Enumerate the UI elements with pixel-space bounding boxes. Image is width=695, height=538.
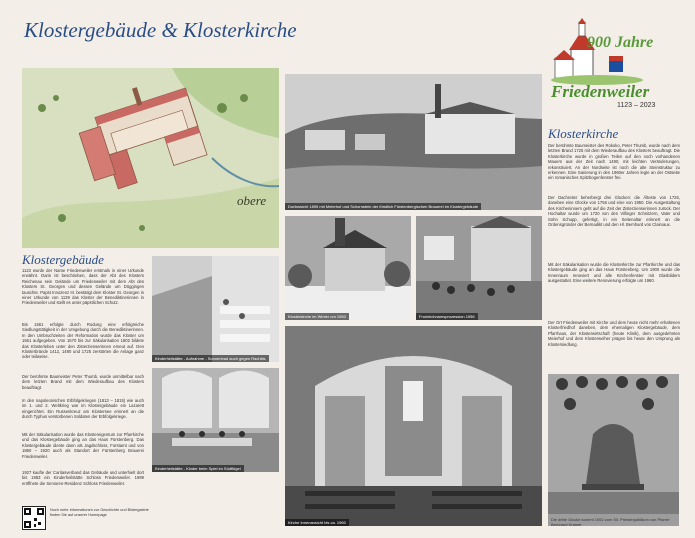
historic-map bbox=[22, 68, 279, 248]
bell-photo bbox=[548, 374, 679, 526]
klostergebaeude-para-3: Der berühmte Baumeister Peter Thumb, wurde unmittelbar nach dem letzten Brand mit dem Wiederaufbau des Klosters beauftragt. bbox=[22, 374, 144, 390]
terrace-caption: Kinderheilstätte - Aufnahme - Sonnenbad auch gegen Rachitis bbox=[152, 355, 269, 362]
qr-code[interactable] bbox=[22, 506, 46, 530]
winter-church-photo bbox=[285, 216, 411, 320]
klostergebaeude-para-1: 1123 wurde der Name Friedenweiler erstmals in einer Urkunde erwähnt. Darin ist beschrieben, dass der Abt des Klosters Reichenau sein Gelände um Friedenweiler mit dem Abt des Klosters St. Georgen und dessen Gelände um Döggingen tauschte. Papst Innozenz III. bestätigt dem Kloster St. Georgen in einer Urkunde von 1139 das Kloster der Benediktinerinnen in Friedenweiler und stellt es unter päpstlichen Schutz. bbox=[22, 268, 144, 306]
town-name: Friedenweiler bbox=[551, 82, 650, 101]
village-caption: Dorfansicht 1895 mit Meierhof und Schornstein der fürstlich Fürstenbergischen Brauerei im Klostergebäude bbox=[285, 203, 481, 210]
procession-caption: Fronleichnamsprozession 1956 bbox=[416, 313, 478, 320]
jubilee-logo bbox=[549, 18, 679, 114]
klostergebaeude-para-4: In den napoleonischen Erbfolgekriegen (1813 – 1815) wie auch im 1. und 2. Weltkrieg war im Klostergebäude ein Lazarett eingerichtet. Ein Russenkreuz am Klostersee erinnert an die durch Typhus verstorbenen Soldaten der Erbfolgekriege. bbox=[22, 398, 144, 420]
klosterkirche-para-4: Der Ort Friedenweiler mit Kirche und dem heute nicht mehr erhaltenen Klosterfriedhof daneben, dem ehemaligen Klostergebäude, dem Pfarrhaus, der Klosterwirtschaft (heute Klinik), dem ausgedehnten Meierhof und dem Klosterweiher prägen bis heute den Ursprung als Klostersiedlung. bbox=[548, 320, 680, 347]
klosterkirche-para-1: Der berühmte Baumeister des Rokoko, Peter Thumb, wurde nach dem letzten Brand 1725 mit dem Wiederaufbau des Klosters beauftragt. Die Klosterkirche wurde in großen Teilen auf den noch vorhandenen Mauern aus der Zeit nach 1490, mit leichten Veränderungen, rekonstruiert. An der Nordseite ist noch die alte Steinstruktur zu erkennen. Eine Sanierung in den 1960er Jahren legte an der Ostseite ein romanisches Spitzbogenfenster frei. bbox=[548, 143, 680, 181]
page-title: Klostergebäude & Klosterkirche bbox=[24, 18, 297, 42]
church-interior-photo bbox=[285, 326, 542, 526]
qr-code-icon bbox=[23, 507, 45, 529]
winter-caption: Klosterkirche im Winter um 1950 bbox=[285, 313, 349, 320]
jubilee-years: 1123 – 2023 bbox=[617, 102, 656, 109]
interior-caption: Kirche Innenansicht bis ca. 1960 bbox=[285, 519, 349, 526]
klosterkirche-para-2: Der Dachreiter beherbergt drei Glocken: die Älteste von 1726, daneben eine Glocke von 1756 und eine von 1950. Die Ausgestaltung des Kircheninnern geht auf die Zeit der Zisterzienserinnen zurück. Der Hochaltar wurde um 1720 von den Villinger Schnitzern, Vater und Sohn Schupp, gefertigt, in ein Seitenaltar erinnert an die Ordensgründer der Bernadikt und den Hl. Bernhard von Clairvaux. bbox=[548, 195, 680, 228]
klostergebaeude-para-5: Mit der Säkularisation wurde das Klostereigentum zur Pfarrkirche und das Klostergebäude ging an das Haus Fürstenberg. Das Klostergebäude diente dann als Jagdschloss, Forstamt und von 1860 – 1920 auch als Standort der Fürstenberg Brauerei Friedenweiler. bbox=[22, 432, 144, 459]
qr-note: Noch mehr Informationen zur Geschichte und Bildergalerie finden Sie auf unserer Homepage bbox=[50, 508, 149, 517]
terrace-photo bbox=[152, 256, 279, 362]
klostergebaeude-heading: Klostergebäude bbox=[22, 252, 104, 267]
map-label: obere bbox=[237, 193, 267, 208]
playroom-caption: Kinderheilstätte - Kinder beim Spiel im Südflügel bbox=[152, 465, 244, 472]
klosterkirche-heading: Klosterkirche bbox=[548, 126, 619, 141]
klostergebaeude-para-2: Bis 1561 erfolgte durch Rodung eine erfolgreiche Siedlungstätigkeit in der Umgebung durch die Benediktinerinnen. In den Umbruchzeiten der Reformation wurde das Kloster um 1561 aufgegeben. Von 1570 bis zur Säkularisation 1802 bildete das Klosterleben unter den Zisterzienserinnen erneut auf. Den Klosterbrände 1412, 1490 und 1725 zerstörten die Anlage ganz oder teilweise. bbox=[22, 322, 144, 360]
klosterkirche-para-3: Mit der Säkularisation wurde die Klosterkirche zur Pfarrkirche und das Klostergebäude ging an das Haus Fürstenberg. Um 1900 wurde die Innenraum renoviert und alle Kirchenfenster mit Glasbildern ausgestattet. Eine weitere Renovierung erfolgte um 1960. bbox=[548, 262, 680, 284]
klostergebaeude-para-6: 1927 kaufte der Caritasverband das Gebäude und unterhielt dort bis 1983 ein Kinderheilstätte Schloss Friedenweiler. 1989 eröffnete die Senioren-Residenz Schloss Friedenweiler. bbox=[22, 470, 144, 486]
playroom-photo bbox=[152, 368, 279, 472]
bell-caption: Die dritte Glocke kommt 1952 zum 50. Priesterjubiläum von Pfarrer Bernhard Kramer bbox=[551, 517, 670, 526]
village-photo bbox=[285, 74, 542, 210]
jubilee-text: 900 Jahre bbox=[587, 34, 654, 51]
procession-photo bbox=[416, 216, 542, 320]
